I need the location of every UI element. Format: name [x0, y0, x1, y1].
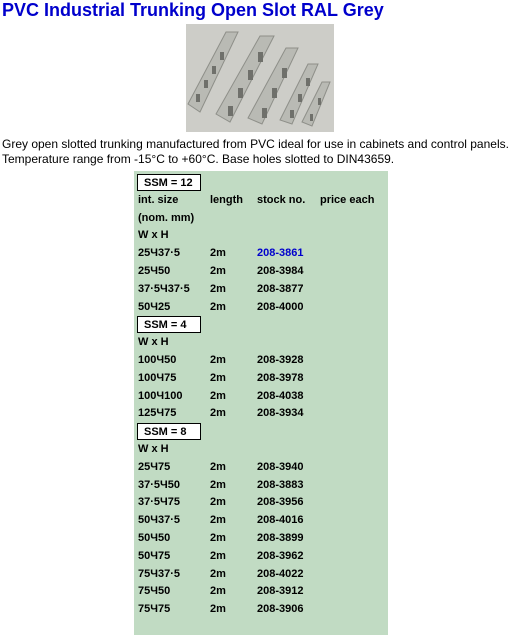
table-row — [134, 493, 388, 511]
table-row — [134, 298, 388, 316]
stock-no-cell: 208-3934 — [257, 407, 304, 420]
table-header-row — [134, 191, 388, 209]
stock-no-cell: 208-4022 — [257, 567, 304, 580]
table-row — [134, 529, 388, 547]
table-row — [134, 262, 388, 280]
stock-no-cell: 208-3912 — [257, 585, 304, 598]
length-cell: 2m — [210, 460, 226, 473]
size-cell: 50Ч75 — [138, 549, 171, 562]
size-cell: 75Ч75 — [138, 603, 171, 616]
table-row — [134, 244, 388, 262]
table-row — [134, 280, 388, 298]
wxh-label: W x H — [138, 443, 169, 455]
product-description: Grey open slotted trunking manufactured from PVC ideal for use in cabinets and control panels. Temperature range from -15°C to +60°C. Base holes slotted to DIN43659. — [2, 137, 509, 166]
header-int-size: int. size — [138, 193, 179, 206]
header-length: length — [210, 193, 243, 206]
ssm-label: SSM = 8 — [137, 423, 201, 440]
length-cell: 2m — [210, 496, 226, 509]
size-cell: 75Ч50 — [138, 585, 171, 598]
table-row — [134, 458, 388, 476]
page-title: PVC Industrial Trunking Open Slot RAL Grey — [2, 0, 384, 20]
table-row — [134, 387, 388, 405]
table-row — [134, 582, 388, 600]
stock-no-cell: 208-3906 — [257, 603, 304, 616]
wxh-row — [134, 440, 388, 458]
table-row — [134, 600, 388, 618]
stock-no-link[interactable]: 208-3861 — [257, 247, 304, 260]
size-cell: 50Ч25 — [138, 300, 171, 313]
length-cell: 2m — [210, 514, 226, 527]
length-cell: 2m — [210, 300, 226, 313]
size-cell: 100Ч100 — [138, 389, 183, 402]
stock-no-cell: 208-3899 — [257, 532, 304, 544]
length-cell: 2m — [210, 282, 226, 295]
size-cell: 100Ч75 — [138, 371, 177, 384]
size-cell: 25Ч37·5 — [138, 247, 180, 260]
stock-no-cell: 208-3883 — [257, 478, 304, 491]
ssm-label: SSM = 12 — [137, 174, 201, 191]
length-cell: 2m — [210, 478, 226, 491]
stock-no-cell: 208-3928 — [257, 354, 304, 366]
size-cell: 37·5Ч37·5 — [138, 282, 190, 295]
table-row — [134, 369, 388, 387]
size-cell: 50Ч50 — [138, 532, 171, 544]
stock-no-cell: 208-3940 — [257, 460, 304, 473]
stock-no-cell: 208-3984 — [257, 265, 304, 277]
table-row — [134, 547, 388, 565]
stock-no-cell: 208-3978 — [257, 371, 304, 384]
trunking-product-photo — [186, 24, 334, 132]
stock-no-cell: 208-3877 — [257, 282, 304, 295]
ssm-label: SSM = 4 — [137, 316, 201, 333]
length-cell: 2m — [210, 407, 226, 420]
length-cell: 2m — [210, 532, 226, 544]
length-cell: 2m — [210, 389, 226, 402]
wxh-label: W x H — [138, 336, 169, 349]
table-row — [134, 351, 388, 369]
length-cell: 2m — [210, 585, 226, 598]
nom-mm-label: (nom. mm) — [138, 211, 195, 224]
table-row — [134, 565, 388, 583]
stock-no-cell: 208-3962 — [257, 549, 304, 562]
wxh-row — [134, 226, 388, 244]
length-cell: 2m — [210, 354, 226, 366]
size-cell: 37·5Ч50 — [138, 478, 180, 491]
length-cell: 2m — [210, 549, 226, 562]
table-subheader-row — [134, 209, 388, 227]
size-cell: 50Ч37·5 — [138, 514, 180, 527]
stock-no-cell: 208-4000 — [257, 300, 304, 313]
size-cell: 25Ч75 — [138, 460, 171, 473]
length-cell: 2m — [210, 567, 226, 580]
size-cell: 25Ч50 — [138, 265, 171, 277]
product-table — [134, 171, 388, 635]
size-cell: 125Ч75 — [138, 407, 177, 420]
table-row — [134, 511, 388, 529]
size-cell: 100Ч50 — [138, 354, 177, 366]
length-cell: 2m — [210, 247, 226, 260]
size-cell: 75Ч37·5 — [138, 567, 180, 580]
size-cell: 37·5Ч75 — [138, 496, 180, 509]
length-cell: 2m — [210, 371, 226, 384]
length-cell: 2m — [210, 265, 226, 277]
table-row — [134, 404, 388, 422]
stock-no-cell: 208-4016 — [257, 514, 304, 527]
header-stock-no: stock no. — [257, 193, 306, 206]
wxh-label: W x H — [138, 229, 169, 242]
stock-no-cell: 208-4038 — [257, 389, 304, 402]
table-row — [134, 476, 388, 494]
wxh-row — [134, 333, 388, 351]
length-cell: 2m — [210, 603, 226, 616]
header-price-each: price each — [320, 193, 375, 206]
stock-no-cell: 208-3956 — [257, 496, 304, 509]
